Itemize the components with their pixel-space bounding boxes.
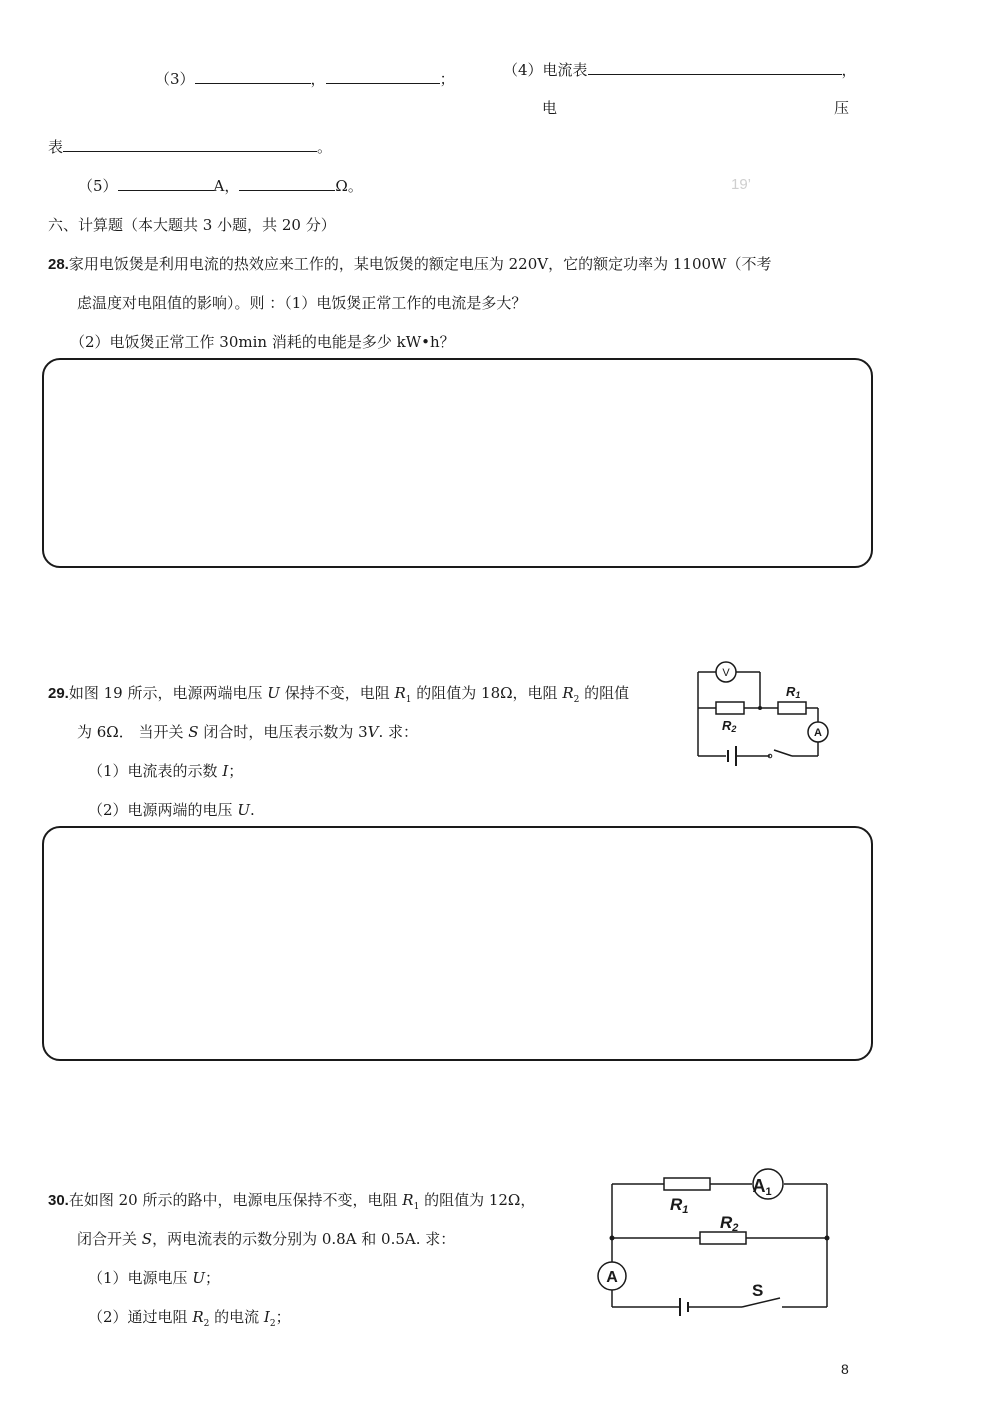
q30-line1: 30.在如图 20 所示的路中，电源电压保持不变，电阻 $R_1$ 的阻值为 12Ω， (48, 1191, 536, 1212)
r2-resistor (700, 1232, 746, 1244)
item3-blank-1[interactable] (195, 69, 311, 84)
section-title: 六、计算题（本大题共 3 小题，共 20 分） (48, 216, 336, 234)
faint-mark: 19’ (731, 176, 752, 193)
item3-blank-2[interactable] (326, 69, 440, 84)
r2-label: R2 (722, 718, 737, 734)
r2-resistor (716, 702, 744, 714)
q29-number: 29. (48, 685, 69, 702)
q28-line3: （2）电饭煲正常工作 30min 消耗的电能是多少 kW•h？ (70, 333, 455, 351)
ya-char: 压 (834, 99, 850, 117)
figure-19-circuit (690, 658, 840, 778)
item5-line: （5） A， Ω。 (78, 177, 363, 195)
item4-ammeter-blank[interactable] (588, 60, 842, 75)
voltmeter-line: 表 。 (48, 138, 333, 156)
r1-label: R1 (786, 684, 801, 700)
q28-answer-box[interactable] (42, 358, 873, 568)
q28-line2: 虑温度对电阻值的影响）。则 ：（1）电饭煲正常工作的电流是多大？ (77, 294, 527, 312)
q29-sub1: （1）电流表的示数 I； (88, 762, 244, 780)
q29-sub2: （2）电源两端的电压 U. (88, 801, 255, 819)
q30-number: 30. (48, 1192, 69, 1209)
q29-line2: 为 6Ω． 当开关 S 闭合时，电压表示数为 3V. 求： (77, 723, 419, 741)
page-number: 8 (841, 1361, 849, 1377)
switch-label: S (752, 1281, 764, 1300)
figure-20-circuit (592, 1162, 837, 1322)
item5-blank-2[interactable] (239, 176, 335, 191)
q30-sub1: （1）电源电压 U； (88, 1269, 220, 1287)
r1-label: R1 (670, 1195, 689, 1216)
q29-answer-box[interactable] (42, 826, 873, 1061)
q29-line1: 29.如图 19 所示，电源两端电压 U 保持不变，电阻 $R_1$ 的阻值为 18Ω，电阻 $R_2$ 的阻值 (48, 684, 630, 705)
q30-line2: 闭合开关 S，两电流表的示数分别为 0.8A 和 0.5A. 求： (77, 1230, 456, 1248)
q30-sub2: （2）通过电阻 $R_2$ 的电流 $I_2$； (88, 1308, 291, 1329)
q28-line1: 28.家用电饭煲是利用电流的热效应来工作的，某电饭煲的额定电压为 220V，它的额定功率为 1100W（不考 (48, 255, 772, 273)
dian-char: 电 (542, 99, 558, 117)
q28-number: 28. (48, 256, 69, 273)
item4-line: （4）电流表 ， (503, 61, 857, 79)
voltmeter-blank[interactable] (63, 137, 317, 152)
r2-label: R2 (720, 1213, 739, 1234)
r1-resistor (778, 702, 806, 714)
r1-resistor (664, 1178, 710, 1190)
voltmeter-label: V (722, 667, 730, 679)
a1-label: A1 (752, 1176, 772, 1198)
item5-blank-1[interactable] (118, 176, 214, 191)
ammeter-label: A (814, 727, 822, 739)
item3-line: （3） ， ； (155, 70, 455, 88)
ammeter-label: A (606, 1269, 618, 1286)
